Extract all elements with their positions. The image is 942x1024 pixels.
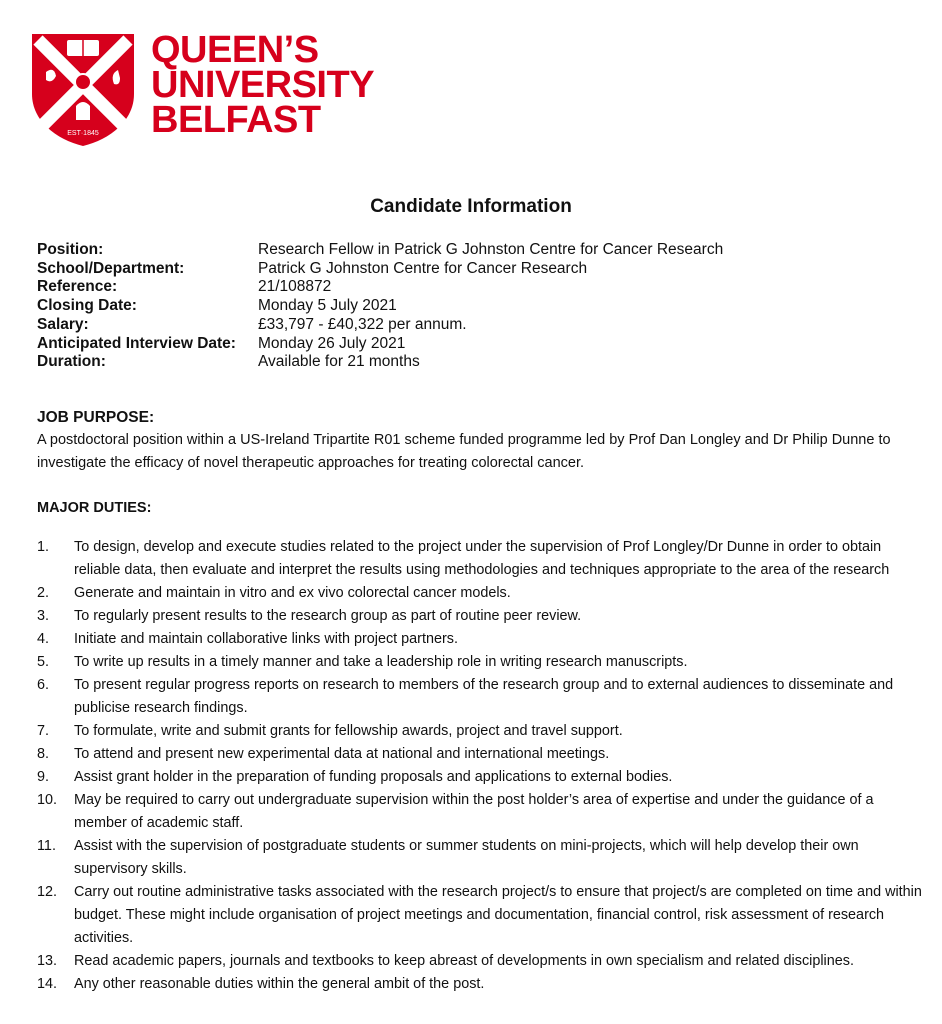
info-value: Monday 5 July 2021 <box>258 297 397 315</box>
info-row <box>37 297 723 316</box>
list-item-text: Assist grant holder in the preparation of funding proposals and applications to external bodies. <box>74 769 673 785</box>
info-value: Monday 26 July 2021 <box>258 334 406 352</box>
list-item-text: May be required to carry out undergraduate supervision within the post holder’s area of expertise and under the guidance of a member of academic staff. <box>74 792 874 831</box>
list-item-number: 3. <box>37 608 50 624</box>
info-label: Anticipated Interview Date: <box>37 334 236 352</box>
info-row <box>37 260 723 279</box>
logo-wordmark <box>151 29 375 141</box>
info-row <box>37 241 723 260</box>
list-item-number: 4. <box>37 631 50 647</box>
info-row <box>37 335 723 354</box>
list-item-text: To regularly present results to the research group as part of routine peer review. <box>74 608 582 624</box>
list-item-text: To formulate, write and submit grants for fellowship awards, project and travel support. <box>74 723 623 739</box>
list-item <box>37 674 922 720</box>
info-label: Salary: <box>37 315 89 333</box>
logo-line-2: UNIVERSITY <box>151 64 375 106</box>
list-item <box>37 950 922 973</box>
list-item-text: Assist with the supervision of postgraduate students or summer students on mini-projects, which will help develop their own supervisory skills. <box>74 838 859 877</box>
list-item-number: 5. <box>37 654 50 670</box>
list-item-number: 7. <box>37 723 50 739</box>
info-value: 21/108872 <box>258 278 332 296</box>
list-item-number: 14. <box>37 976 58 992</box>
list-item <box>37 605 922 628</box>
list-item <box>37 789 922 835</box>
info-table <box>37 241 723 372</box>
info-value: Research Fellow in Patrick G Johnston Centre for Cancer Research <box>258 241 724 258</box>
list-item <box>37 582 922 605</box>
list-item <box>37 881 922 950</box>
list-item-text: Any other reasonable duties within the general ambit of the post. <box>74 976 485 992</box>
list-item-text: To design, develop and execute studies related to the project under the supervision of Prof Longley/Dr Dunne in order to obtain reliable data, then evaluate and interpret the results using methodologies and techniques appropriate to the area of the research <box>74 539 890 578</box>
university-logo <box>30 29 375 150</box>
list-item-number: 2. <box>37 585 50 601</box>
list-item-number: 13. <box>37 953 58 969</box>
list-item-number: 9. <box>37 769 50 785</box>
info-label: Closing Date: <box>37 297 137 315</box>
info-value: Available for 21 months <box>258 353 420 371</box>
list-item <box>37 536 922 582</box>
list-item <box>37 835 922 881</box>
crest-icon <box>30 32 136 148</box>
crest-text: EST·1845 <box>67 130 99 137</box>
info-value: Patrick G Johnston Centre for Cancer Research <box>258 259 588 277</box>
page-title: Candidate Information <box>370 196 572 217</box>
major-duties-heading: MAJOR DUTIES: <box>37 500 152 516</box>
info-row <box>37 353 723 372</box>
list-item-text: Carry out routine administrative tasks associated with the research project/s to ensure that project/s are completed on time and within budget. These might include organisation of project meetings and documentation, financial control, risk assessment of research activities. <box>74 884 922 946</box>
job-purpose-heading: JOB PURPOSE: <box>37 409 155 426</box>
list-item-text: To attend and present new experimental data at national and international meetings. <box>74 746 610 762</box>
list-item-number: 10. <box>37 792 58 808</box>
info-label: Position: <box>37 241 104 258</box>
info-row <box>37 316 723 335</box>
list-item-number: 11. <box>37 838 56 854</box>
info-label: School/Department: <box>37 259 185 277</box>
info-label: Reference: <box>37 278 118 296</box>
info-value: £33,797 - £40,322 per annum. <box>258 315 467 333</box>
list-item-text: Initiate and maintain collaborative links with project partners. <box>74 631 458 647</box>
list-item <box>37 628 922 651</box>
job-purpose-text: A postdoctoral position within a US-Ireland Tripartite R01 scheme funded programme led by Prof Dan Longley and Dr Philip Dunne to investigate the efficacy of novel therapeutic approaches for treating colorectal cancer. <box>37 432 891 471</box>
list-item-text: Read academic papers, journals and textbooks to keep abreast of developments in own specialism and related disciplines. <box>74 953 854 969</box>
list-item-text: Generate and maintain in vitro and ex vivo colorectal cancer models. <box>74 585 511 601</box>
logo-line-3: BELFAST <box>151 99 321 141</box>
list-item <box>37 766 922 789</box>
list-item <box>37 973 922 996</box>
list-item-number: 8. <box>37 746 50 762</box>
list-item-number: 1. <box>37 539 50 555</box>
info-row <box>37 278 723 297</box>
list-item <box>37 651 922 674</box>
list-item-number: 6. <box>37 677 50 693</box>
list-item-number: 12. <box>37 884 58 900</box>
logo-line-1: QUEEN’S <box>151 29 319 71</box>
list-item <box>37 720 922 743</box>
list-item-text: To write up results in a timely manner and take a leadership role in writing research manuscripts. <box>74 654 688 670</box>
list-item <box>37 743 922 766</box>
info-label: Duration: <box>37 353 106 371</box>
duties-list <box>37 536 922 996</box>
list-item-text: To present regular progress reports on research to members of the research group and to external audiences to disseminate and publicise research findings. <box>74 677 894 716</box>
